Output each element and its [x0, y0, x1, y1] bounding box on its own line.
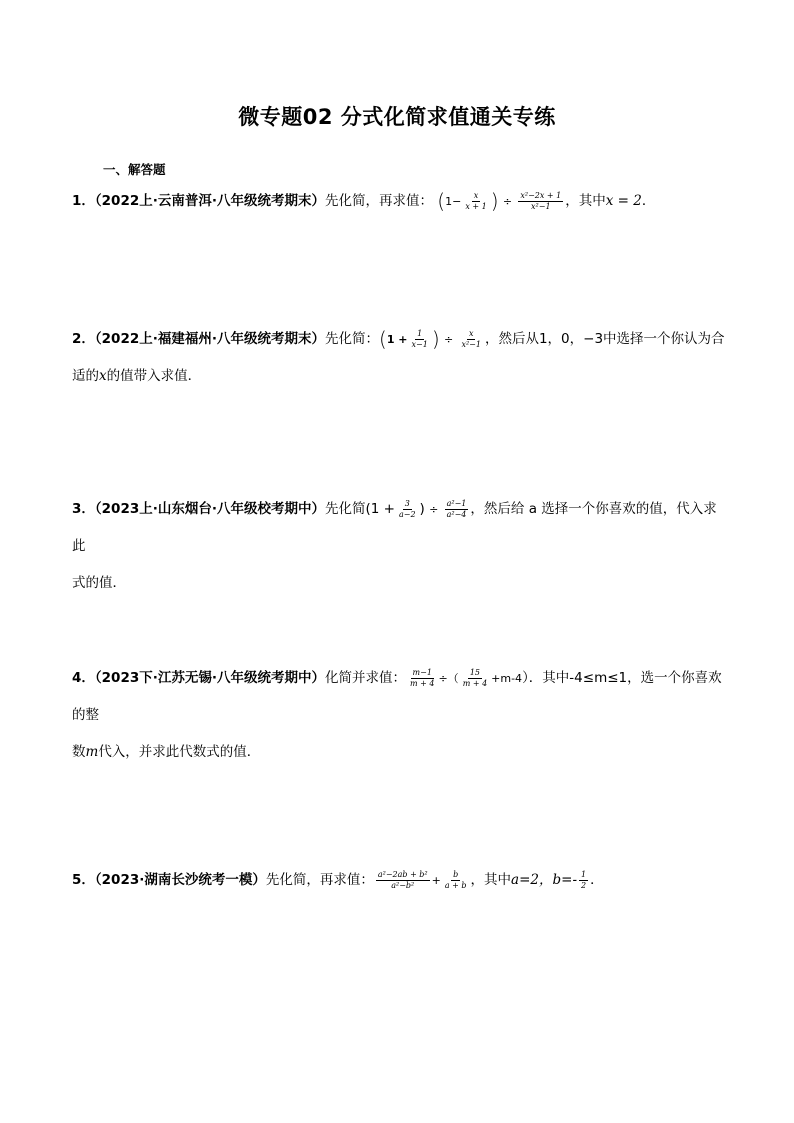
fraction-denominator: a + b	[444, 880, 467, 890]
plus-term: +m-4	[491, 672, 523, 685]
section-heading: 一、解答题	[103, 162, 166, 177]
question-number: 3．	[72, 501, 95, 517]
fraction-numerator: a²−2ab + b²	[377, 869, 428, 879]
minus-sign: −	[452, 195, 462, 208]
fraction-numerator: 15	[469, 667, 481, 677]
left-paren: (	[379, 327, 387, 351]
question-line2-b: 代入，并求此代数式的值．	[98, 744, 261, 760]
question-text: 先化简(1 +	[325, 501, 395, 517]
divide-sign: ÷	[443, 333, 454, 346]
fraction-3	[579, 870, 588, 891]
question-source: （2023上·山东烟台·八年级校考期中）	[94, 501, 325, 517]
question-tail: ）．其中-4≤m≤1，选一个你喜欢的整	[72, 670, 722, 723]
question-5	[72, 862, 727, 899]
question-source: （2023·湖南长沙统考一模）	[94, 872, 266, 888]
question-line2-a: 适的	[72, 368, 99, 384]
plus-sign: +	[431, 874, 441, 887]
fraction-numerator: 1	[581, 869, 587, 879]
question-line2-a: 数	[72, 744, 86, 760]
fraction-2	[459, 329, 483, 350]
fraction-numerator: x	[473, 190, 479, 200]
question-number: 5．	[72, 872, 95, 888]
question-source: （2022上·福建福州·八年级统考期末）	[94, 331, 325, 347]
fraction-1	[463, 191, 488, 212]
fraction-1	[376, 870, 430, 891]
question-3	[72, 491, 727, 602]
divide-sign: ÷	[502, 195, 513, 208]
question-tail: ，然后给 a 选择一个你喜欢的值，代入求此	[72, 501, 717, 554]
expr-one-plus: 1 +	[386, 333, 408, 346]
question-text: 先化简，再求值：	[325, 193, 433, 209]
question-source: （2022上·云南普洱·八年级统考期末）	[94, 193, 325, 209]
fraction-denominator: a−2	[398, 509, 416, 519]
fraction-numerator: x	[468, 328, 474, 338]
question-text: 化简并求值：	[325, 670, 406, 686]
question-line2-b: 的值带入求值．	[106, 368, 202, 384]
question-2	[72, 321, 727, 395]
fraction-numerator: m−1	[412, 667, 432, 677]
fraction-denominator: m + 4	[462, 678, 488, 688]
question-number: 1．	[72, 193, 95, 209]
right-paren: )	[419, 501, 425, 517]
fraction-numerator: a²−1	[446, 498, 467, 508]
question-tail: ，其中	[470, 872, 512, 888]
fraction-denominator: x−1	[411, 339, 428, 349]
fraction-denominator: x²−1	[531, 201, 551, 211]
question-tail: ，然后从1，0，−3中选择一个你认为合	[484, 331, 725, 347]
question-number: 4．	[72, 670, 95, 686]
question-tail: ，其中	[565, 193, 606, 209]
fraction-2	[518, 191, 563, 212]
right-paren: )	[490, 189, 499, 213]
question-line2: 式的值．	[72, 575, 126, 591]
question-number: 2．	[72, 331, 95, 347]
fraction-2	[445, 499, 469, 520]
divide-sign: ÷（	[438, 672, 459, 685]
fraction-2	[461, 668, 489, 689]
fraction-denominator: x + 1	[465, 201, 487, 211]
fraction-1	[410, 329, 430, 350]
fraction-denominator: a²−b²	[391, 880, 415, 890]
fraction-denominator: x²−1	[461, 339, 481, 349]
expr-one: 1	[445, 195, 453, 208]
question-1	[72, 183, 727, 220]
fraction-numerator: b	[453, 869, 459, 879]
left-paren: (	[437, 189, 446, 213]
fraction-1	[408, 668, 436, 689]
question-4	[72, 660, 727, 771]
right-paren: )	[431, 327, 440, 351]
fraction-numerator: x²−2x + 1	[520, 190, 562, 200]
end-mark: ．	[590, 872, 604, 888]
fraction-numerator: 3	[404, 498, 410, 508]
question-text: 先化简，再求值：	[265, 872, 374, 888]
fraction-denominator: m + 4	[410, 678, 435, 688]
page-title: 微专题02 分式化简求值通关专练	[238, 105, 556, 129]
condition: a=2，b=-	[511, 872, 578, 888]
fraction-1	[397, 499, 418, 520]
fraction-denominator: 2	[581, 880, 587, 890]
variable: m	[85, 744, 99, 760]
divide-sign: ÷	[429, 503, 439, 516]
end-mark: ．	[641, 193, 656, 209]
condition: x = 2	[605, 193, 642, 209]
question-source: （2023下·江苏无锡·八年级统考期中）	[94, 670, 325, 686]
fraction-denominator: a²−4	[446, 509, 467, 519]
fraction-2	[443, 870, 469, 891]
question-text: 先化简：	[325, 331, 379, 347]
variable: x	[99, 368, 107, 384]
fraction-numerator: 1	[417, 328, 423, 338]
